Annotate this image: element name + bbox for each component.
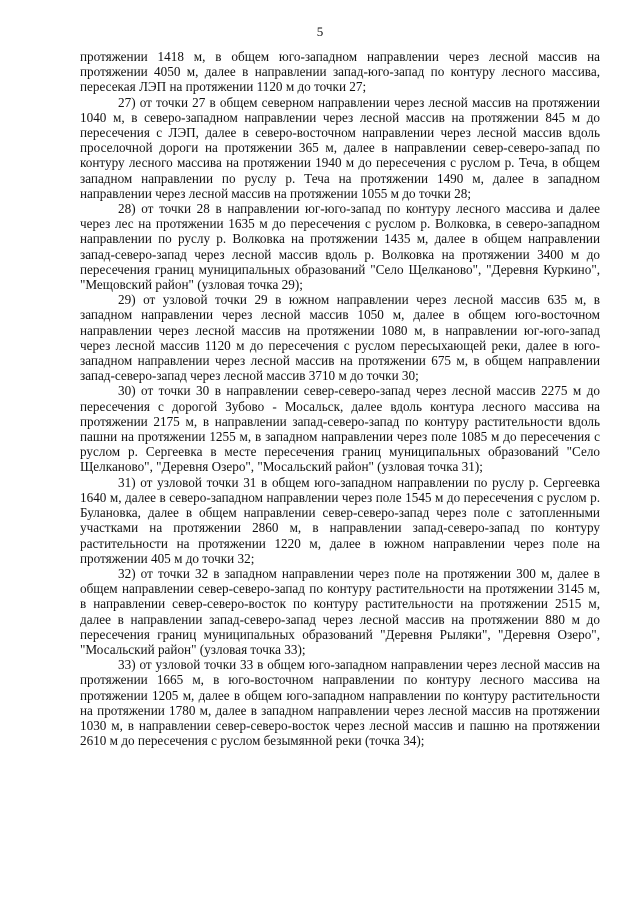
paragraph-item-30: 30) от точки 30 в направлении север-северо-запад через лесной массив 2275 м до пересечения с дорогой Зубово - Мосальск, далее вдоль контура лесного массива на протяжении 2175 м, в направлении запад-северо-запад по контуру растительности вдоль пашни на протяжении 1255 м, в западном направлении через поле 1085 м до пересечения с руслом р. Сергеевка в месте пересечения границ муниципальных образований "Село Щелканово", "Деревня Озеро", "Мосальский район" (узловая точка 31);	[80, 383, 600, 475]
paragraph-item-27: 27) от точки 27 в общем северном направлении через лесной массив на протяжении 1040 м, в северо-западном направлении через лесной массив на протяжении 845 м до пересечения с ЛЭП, далее в северо-восточном направлении через лесной массив вдоль проселочной дороги на протяжении 365 м, далее в направлении север-северо-запад по контуру лесного массива на протяжении 1940 м до пересечения с руслом р. Теча, в общем западном направлении по руслу р. Теча на протяжении 1490 м, далее в западном направлении через лесной массив на протяжении 1055 м до точки 28;	[80, 94, 600, 201]
page-number: 5	[316, 24, 324, 39]
paragraph-item-31: 31) от узловой точки 31 в общем юго-западном направлении по руслу р. Сергеевка 1640 м, далее в северо-западном направлении через поле 1545 м до пересечения с руслом р. Булановка, далее в общем направлении север-северо-запад через поле с затопленными участками на протяжении 2860 м, в направлении запад-северо-запад по контуру растительности на протяжении 1220 м, далее в южном направлении через поле на протяжении 405 м до точки 32;	[80, 474, 600, 566]
paragraph-item-29: 29) от узловой точки 29 в южном направлении через лесной массив 635 м, в западном направлении через лесной массив 1050 м, далее в общем юго-восточном направлении через лесной массив на протяжении 1080 м, в направлении юг-юго-запад через лесной массив 1120 м до пересечения с руслом пересыхающей реки, далее в юго-западном направлении через лесной массив на протяжении 675 м, в общем направлении запад-северо-запад через лесной массив 3710 м до точки 30;	[80, 292, 600, 384]
document-body	[80, 49, 600, 748]
paragraph-item-28: 28) от точки 28 в направлении юг-юго-запад по контуру лесного массива и далее через лес на протяжении 1635 м до пересечения с руслом р. Волковка, в северо-западном направлении по руслу р. Волковка на протяжении 1435 м, далее в общем направлении запад-северо-запад через лесной массив вдоль р. Волковка на протяжении 3400 м до пересечения границ муниципальных образований "Село Щелканово", "Деревня Куркино", "Мещовский район" (узловая точка 29);	[80, 201, 600, 293]
paragraph-item-32: 32) от точки 32 в западном направлении через поле на протяжении 300 м, далее в общем направлении север-северо-запад по контуру растительности на протяжении 3145 м, в направлении север-северо-восток по контуру растительности на протяжении 2515 м, далее в направлении запад-северо-запад через лесной массив на протяжении 880 м до пересечения границ муниципальных образований "Деревня Рыляки", "Деревня Озеро", "Мосальский район" (узловая точка 33);	[80, 565, 600, 657]
paragraph-continuation: протяжении 1418 м, в общем юго-западном направлении через лесной массив на протяжении 4050 м, далее в направлении запад-юго-запад по контуру лесного массива, пересекая ЛЭП на протяжении 1120 м до точки 27;	[80, 49, 600, 95]
paragraph-item-33: 33) от узловой точки 33 в общем юго-западном направлении через лесной массив на протяжении 1665 м, в юго-восточном направлении по контуру лесного массива на протяжении 1205 м, далее в общем юго-западном направлении по контуру растительности на протяжении 1780 м, далее в западном направлении через лесной массив на протяжении 1030 м, в направлении север-северо-восток через лесной массив и пашню на протяжении 2610 м до пересечения с руслом безымянной реки (точка 34);	[80, 657, 600, 749]
